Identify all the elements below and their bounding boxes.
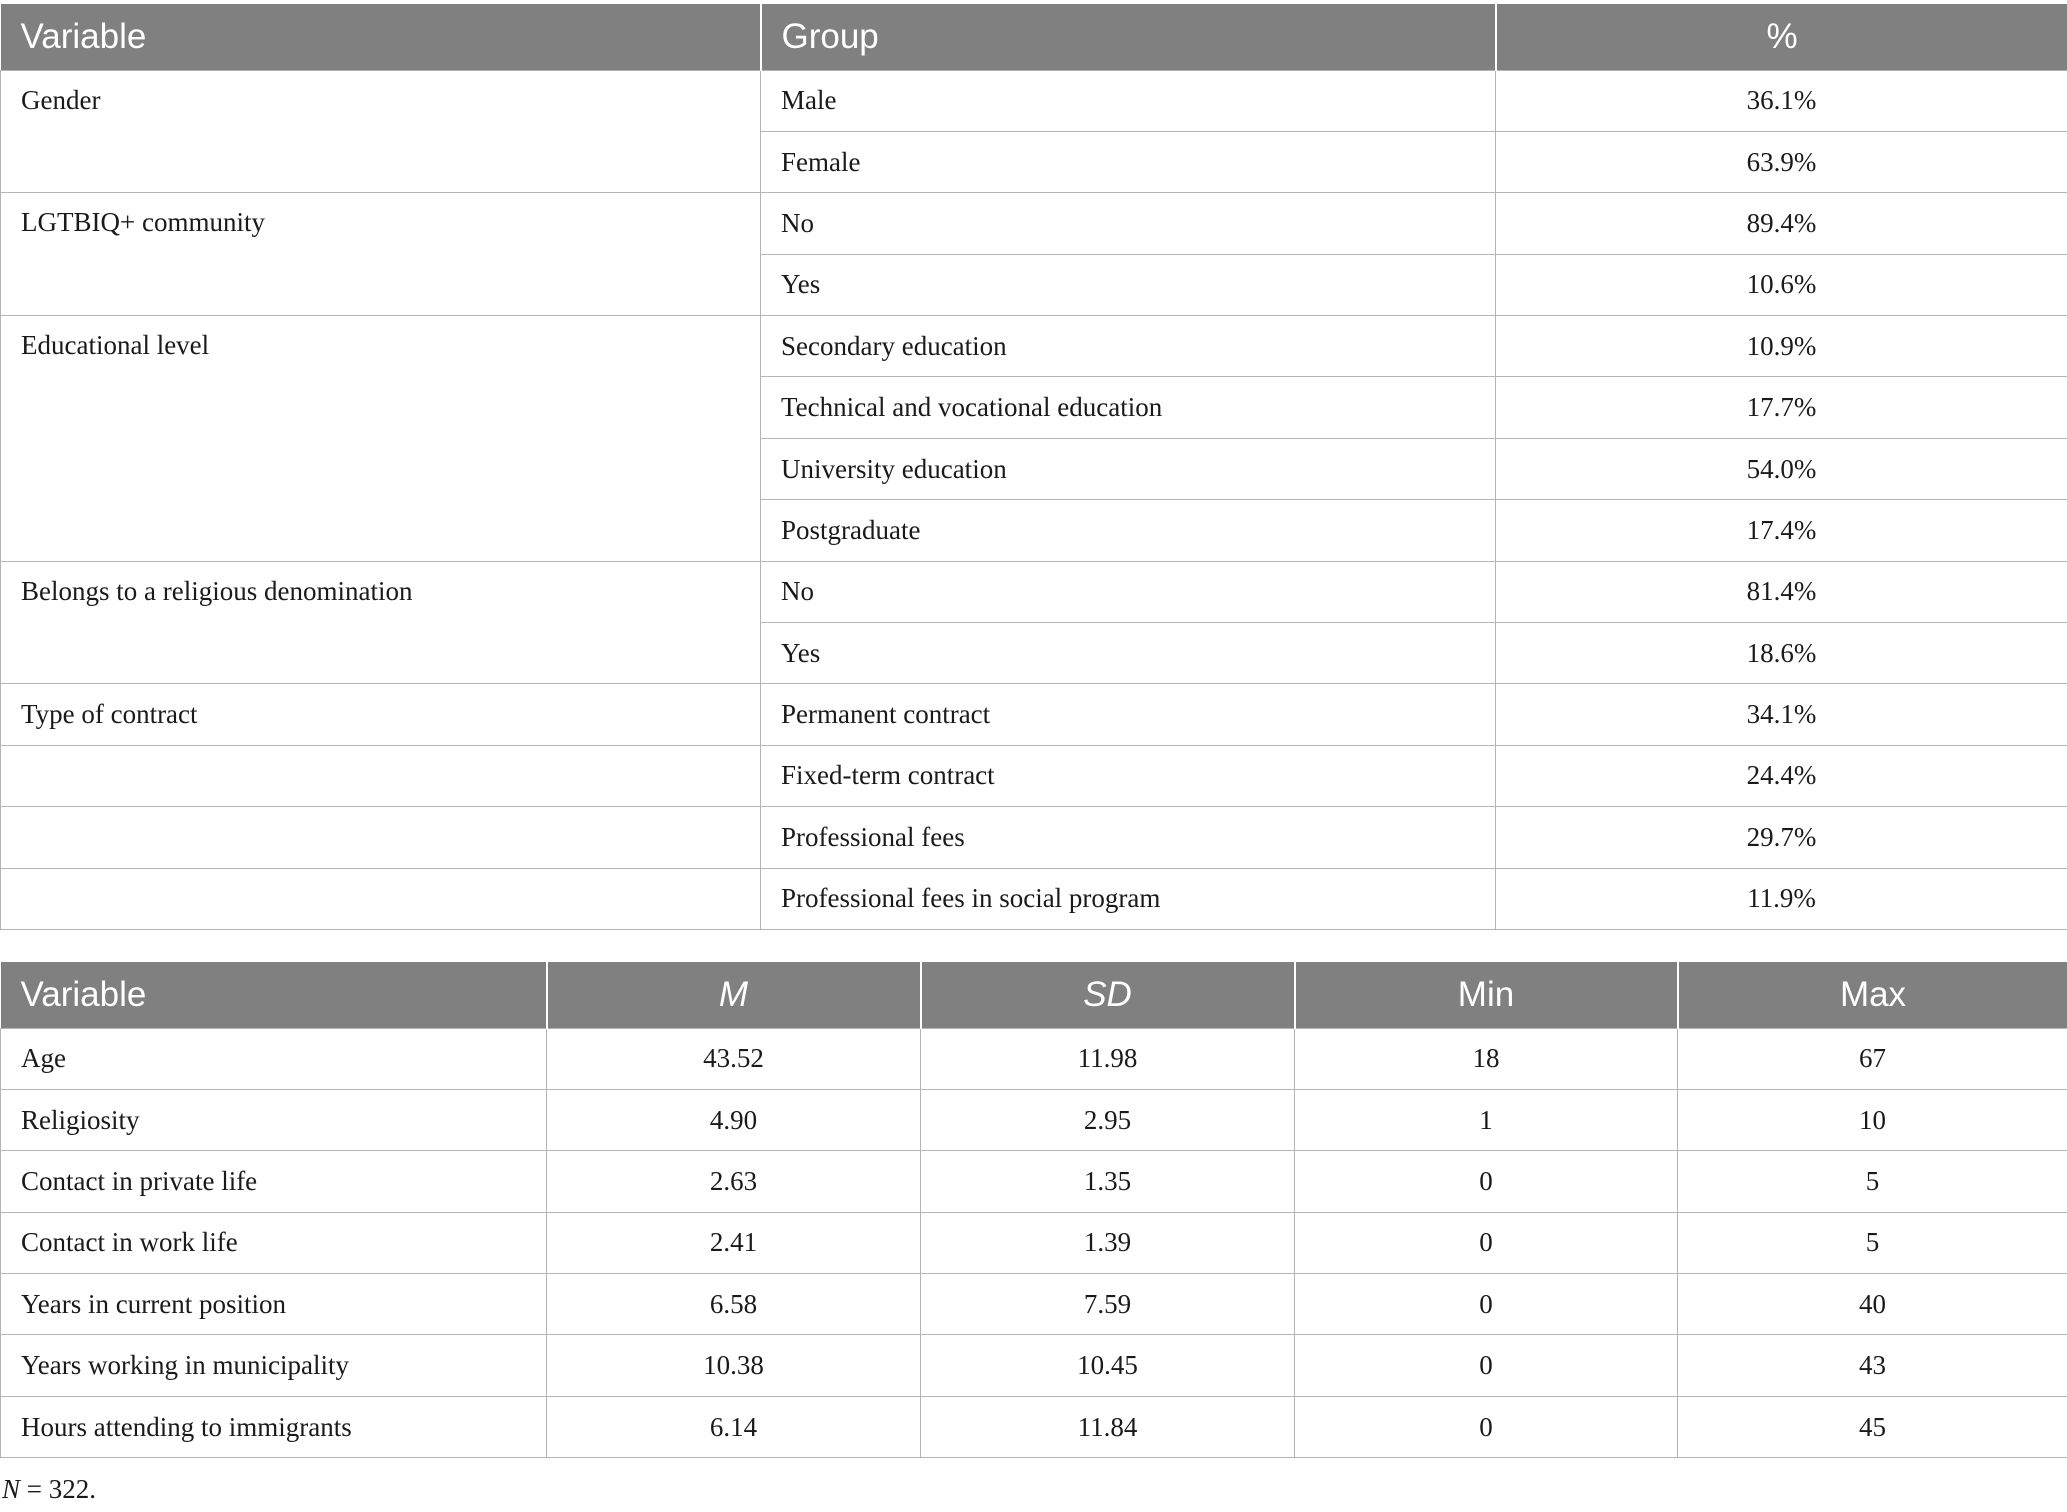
percent-cell: 36.1% bbox=[1496, 70, 2067, 131]
min-cell: 0 bbox=[1295, 1212, 1678, 1273]
min-cell: 0 bbox=[1295, 1396, 1678, 1457]
percent-cell: 10.9% bbox=[1496, 316, 2067, 377]
header-variable: Variable bbox=[1, 962, 547, 1028]
variable-cell: Religiosity bbox=[1, 1089, 547, 1150]
group-cell: Permanent contract bbox=[761, 684, 1496, 745]
table-row bbox=[1, 1089, 2067, 1150]
percent-cell: 63.9% bbox=[1496, 131, 2067, 192]
table-row bbox=[1, 1274, 2067, 1335]
group-cell: Yes bbox=[761, 254, 1496, 315]
max-cell: 43 bbox=[1678, 1335, 2067, 1396]
max-cell: 45 bbox=[1678, 1396, 2067, 1457]
min-cell: 0 bbox=[1295, 1335, 1678, 1396]
mean-cell: 6.14 bbox=[547, 1396, 921, 1457]
percent-cell: 18.6% bbox=[1496, 623, 2067, 684]
empty-cell bbox=[1, 868, 761, 929]
table-row bbox=[1, 807, 2067, 868]
variable-cell: Years in current position bbox=[1, 1274, 547, 1335]
mean-cell: 10.38 bbox=[547, 1335, 921, 1396]
variable-contract: Type of contract bbox=[1, 684, 761, 745]
sd-cell: 10.45 bbox=[921, 1335, 1295, 1396]
group-cell: Female bbox=[761, 131, 1496, 192]
group-cell: Fixed-term contract bbox=[761, 745, 1496, 806]
header-max: Max bbox=[1678, 962, 2067, 1028]
table-row bbox=[1, 561, 2067, 622]
variable-gender: Gender bbox=[1, 70, 761, 193]
header-sd: SD bbox=[921, 962, 1295, 1028]
mean-cell: 4.90 bbox=[547, 1089, 921, 1150]
table-row bbox=[1, 1151, 2067, 1212]
variable-cell: Age bbox=[1, 1028, 547, 1089]
header-mean: M bbox=[547, 962, 921, 1028]
min-cell: 1 bbox=[1295, 1089, 1678, 1150]
max-cell: 40 bbox=[1678, 1274, 2067, 1335]
sd-cell: 1.35 bbox=[921, 1151, 1295, 1212]
min-cell: 0 bbox=[1295, 1274, 1678, 1335]
group-cell: Professional fees bbox=[761, 807, 1496, 868]
note-symbol: N bbox=[2, 1474, 21, 1504]
header-row bbox=[1, 962, 2067, 1028]
max-cell: 10 bbox=[1678, 1089, 2067, 1150]
max-cell: 5 bbox=[1678, 1212, 2067, 1273]
percent-cell: 11.9% bbox=[1496, 868, 2067, 929]
mean-cell: 43.52 bbox=[547, 1028, 921, 1089]
categorical-table bbox=[0, 4, 2067, 930]
mean-cell: 2.41 bbox=[547, 1212, 921, 1273]
group-cell: Professional fees in social program bbox=[761, 868, 1496, 929]
group-cell: University education bbox=[761, 438, 1496, 499]
header-percent: % bbox=[1496, 4, 2067, 70]
max-cell: 67 bbox=[1678, 1028, 2067, 1089]
table-row bbox=[1, 1028, 2067, 1089]
empty-cell bbox=[1, 745, 761, 806]
sd-cell: 11.98 bbox=[921, 1028, 1295, 1089]
group-cell: Male bbox=[761, 70, 1496, 131]
table-row bbox=[1, 70, 2067, 131]
table-note bbox=[2, 1474, 96, 1505]
percent-cell: 24.4% bbox=[1496, 745, 2067, 806]
mean-cell: 6.58 bbox=[547, 1274, 921, 1335]
group-cell: Yes bbox=[761, 623, 1496, 684]
table-row bbox=[1, 684, 2067, 745]
percent-cell: 10.6% bbox=[1496, 254, 2067, 315]
group-cell: No bbox=[761, 561, 1496, 622]
table-row bbox=[1, 1335, 2067, 1396]
table-row bbox=[1, 316, 2067, 377]
table-row bbox=[1, 745, 2067, 806]
group-cell: Technical and vocational education bbox=[761, 377, 1496, 438]
header-variable: Variable bbox=[1, 4, 761, 70]
group-cell: No bbox=[761, 193, 1496, 254]
min-cell: 0 bbox=[1295, 1151, 1678, 1212]
sd-cell: 1.39 bbox=[921, 1212, 1295, 1273]
header-group: Group bbox=[761, 4, 1496, 70]
variable-lgtbiq: LGTBIQ+ community bbox=[1, 193, 761, 316]
variable-cell: Years working in municipality bbox=[1, 1335, 547, 1396]
mean-cell: 2.63 bbox=[547, 1151, 921, 1212]
continuous-table bbox=[0, 962, 2067, 1458]
continuous-table-body bbox=[1, 1028, 2067, 1458]
percent-cell: 17.7% bbox=[1496, 377, 2067, 438]
percent-cell: 17.4% bbox=[1496, 500, 2067, 561]
table-row bbox=[1, 868, 2067, 929]
note-text: = 322. bbox=[20, 1474, 96, 1504]
variable-cell: Hours attending to immigrants bbox=[1, 1396, 547, 1457]
sd-cell: 11.84 bbox=[921, 1396, 1295, 1457]
variable-religion: Belongs to a religious denomination bbox=[1, 561, 761, 684]
group-cell: Secondary education bbox=[761, 316, 1496, 377]
variable-cell: Contact in work life bbox=[1, 1212, 547, 1273]
sd-cell: 2.95 bbox=[921, 1089, 1295, 1150]
empty-cell bbox=[1, 807, 761, 868]
table-row bbox=[1, 1212, 2067, 1273]
group-cell: Postgraduate bbox=[761, 500, 1496, 561]
percent-cell: 29.7% bbox=[1496, 807, 2067, 868]
percent-cell: 81.4% bbox=[1496, 561, 2067, 622]
max-cell: 5 bbox=[1678, 1151, 2067, 1212]
table-row bbox=[1, 1396, 2067, 1457]
sd-cell: 7.59 bbox=[921, 1274, 1295, 1335]
variable-education: Educational level bbox=[1, 316, 761, 562]
percent-cell: 89.4% bbox=[1496, 193, 2067, 254]
variable-cell: Contact in private life bbox=[1, 1151, 547, 1212]
table-row bbox=[1, 193, 2067, 254]
min-cell: 18 bbox=[1295, 1028, 1678, 1089]
header-row bbox=[1, 4, 2067, 70]
percent-cell: 54.0% bbox=[1496, 438, 2067, 499]
percent-cell: 34.1% bbox=[1496, 684, 2067, 745]
header-min: Min bbox=[1295, 962, 1678, 1028]
